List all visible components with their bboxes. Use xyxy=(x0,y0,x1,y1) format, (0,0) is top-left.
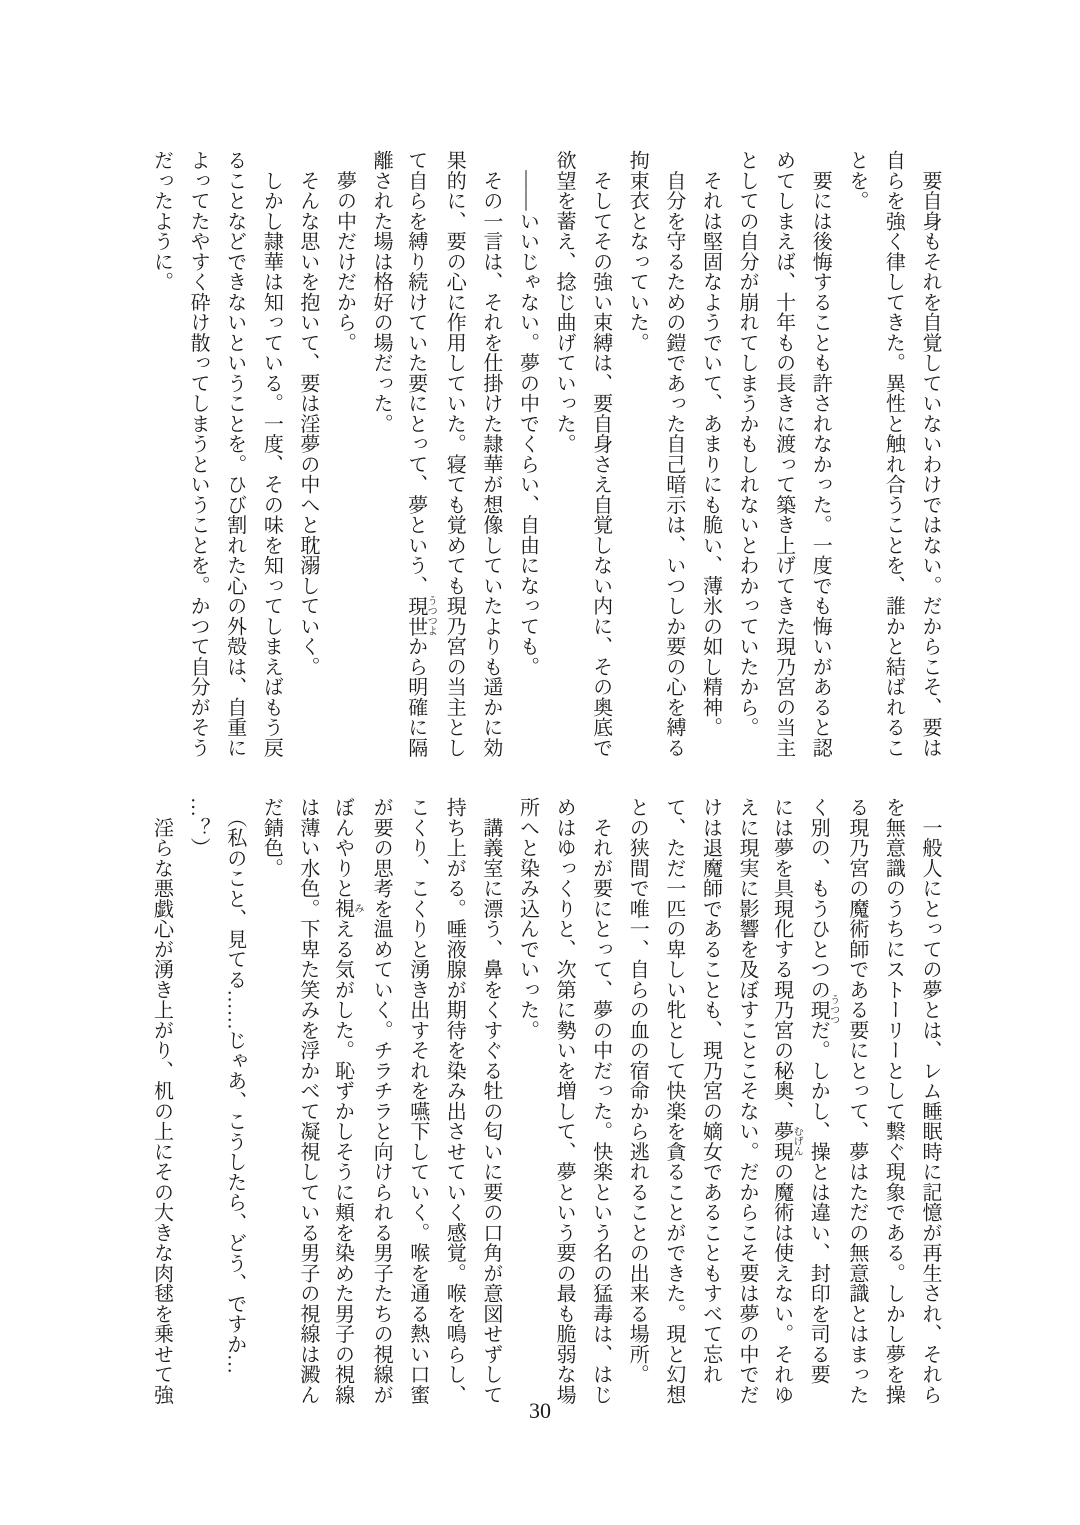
text-line: 要自身もそれを自覚していないわけではない。だからこそ、要は xyxy=(919,150,941,758)
text-line: ることなどできないということを。ひび割れた心の外殻は、自重に xyxy=(223,150,246,758)
text-line: 一般人にとっての夢とは、レム睡眠時に記憶が再生され、それら xyxy=(919,797,941,1405)
text-line: それが要にとって、夢の中だった。快楽という名の猛毒は、はじ xyxy=(589,797,612,1405)
text-line: を無意識のうちにストーリーとして繋ぐ現象である。しかし夢を操 xyxy=(882,797,905,1405)
text-line: て自らを縛り続けていた要にとって、夢という、現世うつつよから明確に隔 xyxy=(404,150,437,758)
text-line: 夢の中だけだから。 xyxy=(333,150,356,353)
text-line: 欲望を蓄え、捻じ曲げていった。 xyxy=(553,150,576,454)
text-line: 所へと染み込んでいった。 xyxy=(516,797,539,1040)
text-line: には夢を具現化する現乃宮の秘奥、夢現むげんの魔術は使えない。それゆ xyxy=(770,797,803,1405)
ruby-annotated-word: 現うつつ xyxy=(807,994,839,1025)
ruby-annotated-word: 夢現むげん xyxy=(770,1121,803,1162)
text-line: く別の、もうひとつの現うつつだ。しかし、操とは違い、封印を司る要 xyxy=(807,797,839,1385)
text-line: が要の思考を温めていく。チラチラと向けられる男子たちの視線が xyxy=(370,797,393,1405)
text-line: （私のこと、見てる……じゃあ、こうしたら、どう、ですか… xyxy=(223,797,246,1375)
text-line: そんな思いを抱いて、要は淫夢の中へと耽溺していく。 xyxy=(296,150,319,677)
text-line: 自らを強く律してきた。異性と触れ合うことを、誰かと結ばれるこ xyxy=(882,150,905,758)
text-line: て、ただ一匹の卑しい牝として快楽を貪ることができた。現と幻想 xyxy=(662,797,685,1405)
text-line: 持ち上がる。唾液腺が期待を染み出させていく感覚。喉を鳴らし、 xyxy=(443,797,466,1405)
text-line: 自分を守るための鎧であった自己暗示は、いつしか要の心を縛る xyxy=(662,150,685,758)
text-line: とを。 xyxy=(845,150,868,211)
text-line: えに現実に影響を及ぼすことこそない。だからこそ要は夢の中でだ xyxy=(736,797,759,1405)
text-line: けは退魔師であることも、現乃宮の嫡女であることもすべて忘れ xyxy=(699,797,722,1385)
text-line: る現乃宮の魔術師である要にとって、夢はただの無意識とはまった xyxy=(845,797,868,1405)
text-line: めてしまえば、十年もの長きに渡って築き上げてきた現乃宮の当主 xyxy=(772,150,795,758)
text-line: 果的に、要の心に作用していた。寝ても覚めても現乃宮の当主とし xyxy=(443,150,466,758)
text-line: こくり、こくりと湧き出すそれを嚥下していく。喉を通る熱い口蜜 xyxy=(406,797,429,1405)
text-line: 講義室に漂う、鼻をくすぐる牡の匂いに要の口角が意図せずして xyxy=(479,797,502,1405)
text-line: ぼんやりと視みえる気がした。恥ずかしそうに頬を染めた男子の視線 xyxy=(331,797,363,1405)
text-line: それは堅固なようでいて、あまりにも脆い、薄氷の如し精神。 xyxy=(699,150,722,738)
ruby-annotated-word: 視み xyxy=(331,898,363,919)
text-line: は薄い水色。下卑た笑みを浮かべて凝視している男子の視線は澱ん xyxy=(296,797,319,1405)
text-line: だ錆色。 xyxy=(260,797,283,878)
text-line: めはゆっくりと、次第に勢いを増して、夢という要の最も脆弱な場 xyxy=(553,797,576,1405)
page-number: 30 xyxy=(529,1398,551,1423)
text-section-bottom xyxy=(143,797,948,1413)
text-line: そしてその強い束縛は、要自身さえ自覚しない内に、その奥底で xyxy=(589,150,612,758)
text-line: 離された場は格好の場だった。 xyxy=(370,150,393,434)
text-line: としての自分が崩れてしまうかもしれないとわかっていたから。 xyxy=(736,150,759,738)
text-line: …？） xyxy=(187,797,210,858)
text-line: との狭間で唯一、自らの血の宿命から逃れることの出来る場所。 xyxy=(626,797,649,1385)
text-line: 要には後悔することも許されなかった。一度でも悔いがあると認 xyxy=(809,150,832,758)
text-line: 淫らな悪戯心が湧き上がり、机の上にその大きな肉毬を乗せて強 xyxy=(150,797,173,1405)
ruby-annotated-word: 現世うつつよ xyxy=(404,595,437,636)
text-line: ――いいじゃない。夢の中でくらい、自由になっても。 xyxy=(516,150,539,677)
text-section-top xyxy=(143,150,948,766)
text-line: よってたやすく砕け散ってしまうということを。かつて自分がそう xyxy=(187,150,210,758)
text-line: 拘束衣となっていた。 xyxy=(626,150,649,353)
text-line: しかし隷華は知っている。一度、その味を知ってしまえばもう戻 xyxy=(260,150,283,758)
text-line: だったように。 xyxy=(150,150,173,292)
text-line: その一言は、それを仕掛けた隷華が想像していたよりも遥かに効 xyxy=(479,150,502,758)
